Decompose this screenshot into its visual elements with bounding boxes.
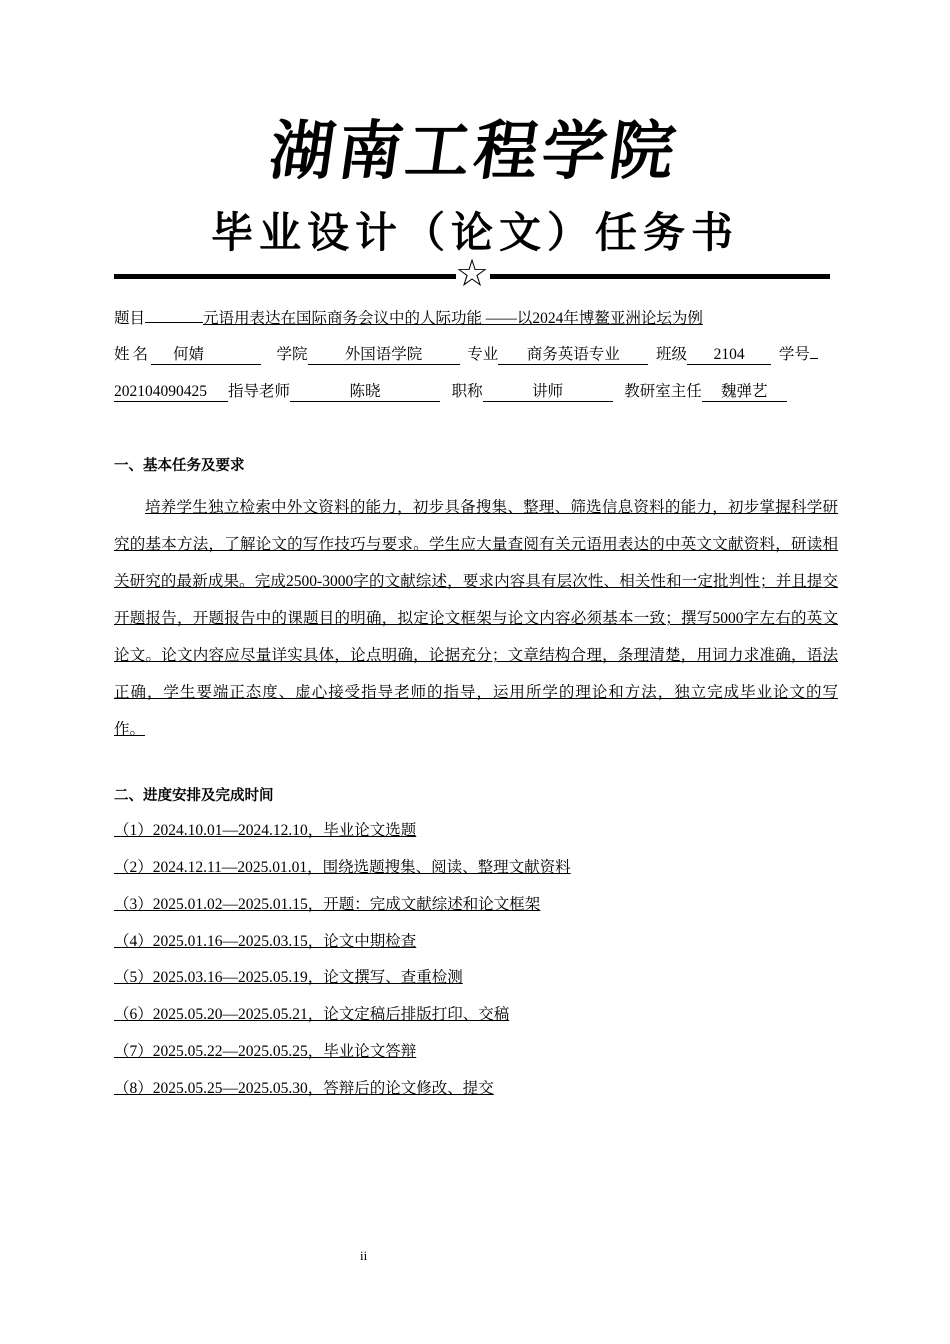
schedule-item: （2）2024.12.11—2025.01.01，围绕选题搜集、阅读、整理文献资料 bbox=[114, 859, 571, 876]
schedule-item: （6）2025.05.20—2025.05.21，论文定稿后排版打印、交稿 bbox=[114, 1006, 510, 1023]
advisor-row bbox=[114, 382, 787, 402]
schedule-item: （7）2025.05.22—2025.05.25，毕业论文答辩 bbox=[114, 1043, 417, 1060]
id-value: 202104090425 bbox=[114, 383, 228, 402]
schedule-item: （8）2025.05.25—2025.05.30，答辩后的论文修改、提交 bbox=[114, 1080, 494, 1097]
name-value: 何婧 bbox=[151, 346, 261, 365]
document-title: 毕业设计（论文）任务书 bbox=[210, 208, 739, 257]
schedule-item: （1）2024.10.01—2024.12.10，毕业论文选题 bbox=[114, 822, 417, 839]
advisor-label: 指导老师 bbox=[228, 383, 291, 400]
advisor-value: 陈晓 bbox=[290, 383, 440, 402]
schedule-item: （5）2025.03.16—2025.05.19，论文撰写、查重检测 bbox=[114, 969, 463, 986]
schedule-item: （3）2025.01.02—2025.01.15，开题：完成文献综述和论文框架 bbox=[114, 896, 541, 913]
topic-row bbox=[114, 309, 703, 329]
topic-label: 题目 bbox=[114, 310, 146, 327]
director-value: 魏弹艺 bbox=[702, 383, 787, 402]
director-label: 教研室主任 bbox=[624, 383, 702, 400]
topic-value: 元语用表达在国际商务会议中的人际功能 ——以2024年博鳌亚洲论坛为例 bbox=[203, 310, 703, 327]
section2-heading: 二、进度安排及完成时间 bbox=[114, 788, 274, 804]
id-label: 学号 bbox=[778, 346, 810, 363]
rank-label: 职称 bbox=[451, 383, 483, 400]
class-label: 班级 bbox=[656, 346, 688, 363]
rank-value: 讲师 bbox=[483, 383, 613, 402]
student-row bbox=[114, 345, 818, 365]
major-label: 专业 bbox=[467, 346, 499, 363]
name-label: 姓名 bbox=[114, 346, 152, 363]
page-number: ii bbox=[360, 1248, 368, 1263]
section1-text: 培养学生独立检索中外文资料的能力，初步具备搜集、整理、筛选信息资料的能力，初步掌握科学研究的基本方法，了解论文的写作技巧与要求。学生应大量查阅有关元语用表达的中英文文献资料，研读相关研究的最新成果。完成2500-3000字的文献综述，要求内容具有层次性、相关性和一定批判性；并且提交开题报告，开题报告中的课题目的明确，拟定论文框架与论文内容必须基本一致；撰写5000字左右的英文论文。论文内容应尽量详实具体，论点明确，论据充分；文章结构合理，条理清楚，用词力求准确，语法正确，学生要端正态度、虚心接受指导老师的指导，运用所学的理论和方法，独立完成毕业论文的写作。 bbox=[114, 499, 838, 738]
star-icon: ☆ bbox=[455, 253, 490, 295]
college-label: 学院 bbox=[276, 346, 308, 363]
major-value: 商务英语专业 bbox=[498, 346, 648, 365]
college-value: 外国语学院 bbox=[308, 346, 460, 365]
divider-left bbox=[114, 274, 456, 279]
school-logo: 湖南工程学院 bbox=[264, 114, 684, 189]
divider-right bbox=[490, 274, 830, 279]
section1-heading: 一、基本任务及要求 bbox=[114, 458, 245, 474]
class-value: 2104 bbox=[687, 346, 771, 365]
schedule-item: （4）2025.01.16—2025.03.15，论文中期检查 bbox=[114, 933, 417, 950]
section1-body bbox=[114, 489, 838, 748]
